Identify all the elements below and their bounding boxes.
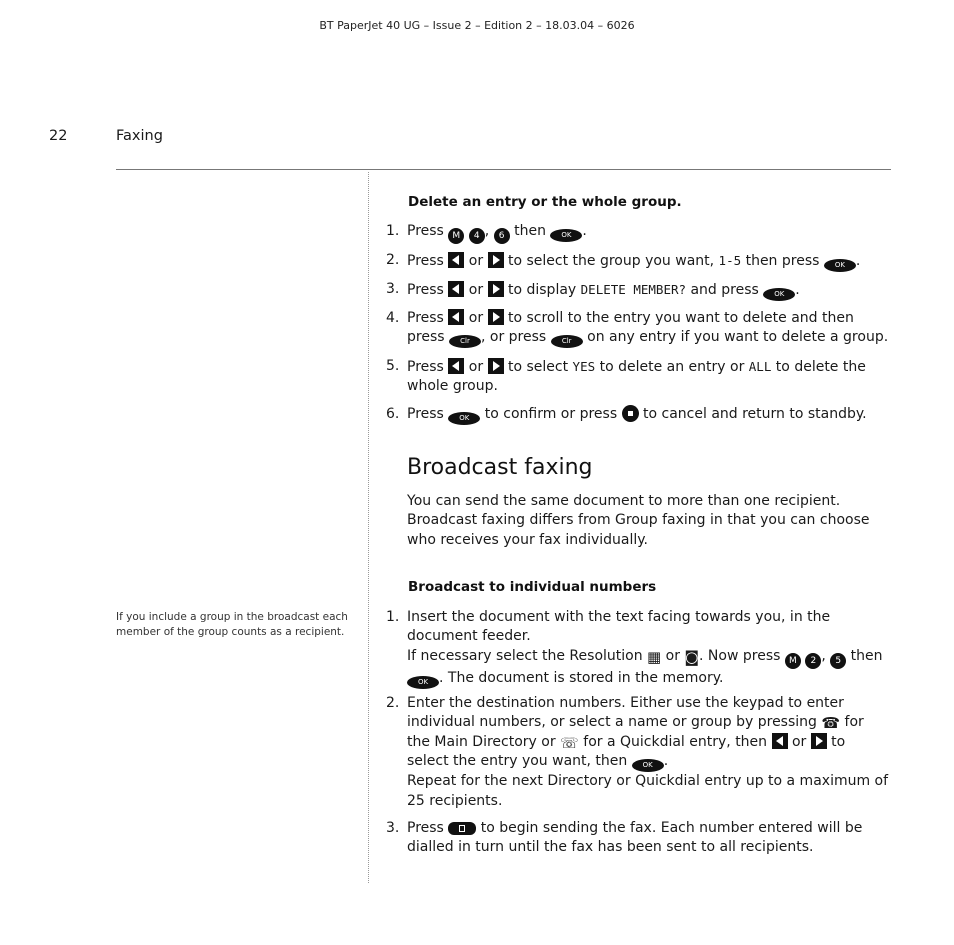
clear-button-icon: Clr bbox=[551, 335, 583, 348]
ok-button-icon: OK bbox=[550, 229, 582, 242]
quickdial-icon: ☏ bbox=[560, 733, 579, 752]
right-arrow-icon bbox=[488, 309, 504, 325]
document-reference: BT PaperJet 40 UG – Issue 2 – Edition 2 – 18.03.04 – 6026 bbox=[319, 19, 635, 32]
ok-button-icon: OK bbox=[448, 412, 480, 425]
left-arrow-icon bbox=[772, 733, 788, 749]
broadcast-intro: You can send the same document to more than one recipient. Broadcast faxing differs from Group faxing in that you can choose who receives your fax individually. bbox=[407, 493, 870, 548]
key-4-icon: 4 bbox=[469, 228, 485, 244]
right-arrow-icon bbox=[488, 281, 504, 297]
right-arrow-icon bbox=[488, 358, 504, 374]
ok-button-icon: OK bbox=[824, 259, 856, 272]
menu-key-icon: M bbox=[448, 228, 464, 244]
stop-button-icon bbox=[622, 405, 639, 422]
section-title: Faxing bbox=[116, 128, 163, 144]
broadcast-title: Broadcast faxing bbox=[407, 455, 593, 480]
header-rule bbox=[116, 169, 891, 170]
right-arrow-icon bbox=[488, 252, 504, 268]
page-number: 22 bbox=[49, 128, 68, 144]
sidebar-note: If you include a group in the broadcast each member of the group counts as a recipient. bbox=[116, 611, 348, 638]
key-6-icon: 6 bbox=[494, 228, 510, 244]
key-2-icon: 2 bbox=[805, 653, 821, 669]
photo-resolution-icon: ◙ bbox=[684, 647, 700, 666]
broadcast-subheading: Broadcast to individual numbers bbox=[408, 579, 657, 595]
left-arrow-icon bbox=[448, 309, 464, 325]
directory-icon: ☎ bbox=[821, 714, 841, 733]
right-arrow-icon bbox=[811, 733, 827, 749]
key-5-icon: 5 bbox=[830, 653, 846, 669]
delete-heading: Delete an entry or the whole group. bbox=[408, 194, 682, 210]
left-arrow-icon bbox=[448, 281, 464, 297]
ok-button-icon: OK bbox=[632, 759, 664, 772]
fine-resolution-icon: ▦ bbox=[647, 647, 662, 666]
start-copy-button-icon bbox=[448, 822, 476, 835]
column-divider bbox=[368, 172, 369, 883]
menu-key-icon: M bbox=[785, 653, 801, 669]
left-arrow-icon bbox=[448, 252, 464, 268]
clear-button-icon: Clr bbox=[449, 335, 481, 348]
ok-button-icon: OK bbox=[407, 676, 439, 689]
left-arrow-icon bbox=[448, 358, 464, 374]
ok-button-icon: OK bbox=[763, 288, 795, 301]
